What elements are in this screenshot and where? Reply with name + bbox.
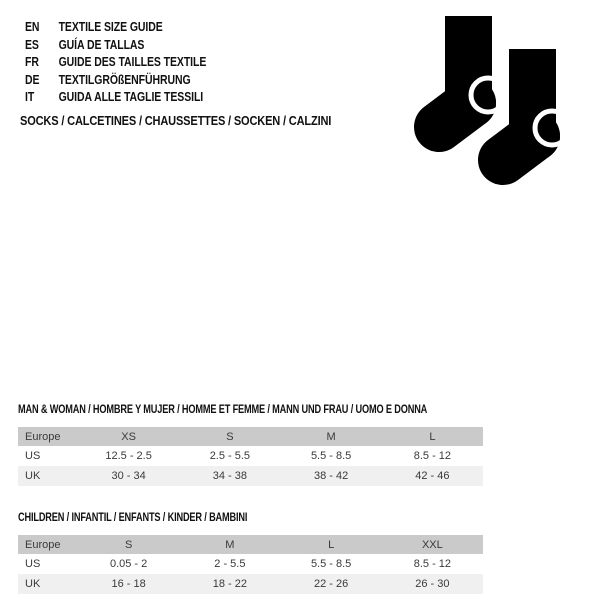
size-value-cell: 8.5 - 12: [413, 450, 452, 462]
column-header-size: L: [328, 538, 335, 551]
size-value-cell: 2.5 - 5.5: [209, 450, 251, 462]
product-categories-title: SOCKS / CALCETINES / CHAUSSETTES / SOCKEN / CALZINI: [20, 113, 332, 128]
size-value-cell: 12.5 - 2.5: [105, 450, 152, 462]
size-value-cell: 5.5 - 8.5: [310, 558, 352, 570]
row-label: US: [25, 450, 41, 462]
table-row-uk: [18, 466, 483, 486]
size-value-cell: 16 - 18: [111, 578, 146, 590]
size-table-children: [18, 512, 483, 594]
row-label: US: [25, 558, 41, 570]
table-header-row: [18, 535, 483, 554]
language-row-es: [25, 37, 206, 55]
language-row-en: [25, 19, 206, 37]
size-value-cell: 8.5 - 12: [413, 558, 452, 570]
size-value-cell: 5.5 - 8.5: [310, 450, 352, 462]
language-code: IT: [25, 90, 35, 104]
column-header-europe: Europe: [25, 430, 61, 443]
column-header-size: XXL: [421, 538, 443, 551]
size-value-cell: 30 - 34: [111, 470, 146, 482]
column-header-size: S: [226, 430, 234, 443]
language-row-de: [25, 72, 206, 90]
language-code: ES: [25, 37, 39, 52]
column-header-size: S: [124, 538, 133, 551]
size-value-cell: 42 - 46: [415, 470, 450, 482]
column-header-size: XS: [121, 430, 136, 443]
table-title: MAN & WOMAN / HOMBRE Y MUJER / HOMME ET FEMME / MANN UND FRAU / UOMO E DONNA: [18, 404, 428, 416]
language-label: GUIDA ALLE TAGLIE TESSILI: [58, 90, 204, 104]
size-table: [18, 535, 483, 594]
language-row-it: [25, 89, 206, 107]
size-value-cell: 34 - 38: [212, 470, 247, 482]
table-title: CHILDREN / INFANTIL / ENFANTS / KINDER / BAMBINI: [18, 512, 248, 524]
size-value-cell: 22 - 26: [314, 578, 349, 590]
size-value-cell: 2 - 5.5: [214, 558, 246, 570]
language-label: GUÍA DE TALLAS: [58, 37, 145, 52]
table-header-row: [18, 427, 483, 446]
language-code: DE: [25, 72, 40, 87]
language-label: TEXTILGRÖßENFÜHRUNG: [58, 72, 191, 87]
size-value-cell: 26 - 30: [415, 578, 450, 590]
size-value-cell: 0.05 - 2: [109, 558, 148, 570]
column-header-size: L: [429, 430, 436, 443]
socks-icon: [405, 10, 580, 195]
language-list: [25, 19, 206, 107]
size-value-cell: 38 - 42: [314, 470, 349, 482]
language-label: TEXTILE SIZE GUIDE: [58, 20, 163, 34]
size-value-cell: 18 - 22: [212, 578, 247, 590]
column-header-europe: Europe: [25, 538, 61, 551]
size-table-man-woman: [18, 404, 483, 486]
table-row-uk: [18, 574, 483, 594]
table-row-us: [18, 554, 483, 574]
column-header-size: M: [225, 538, 235, 551]
language-row-fr: [25, 54, 206, 72]
size-table: [18, 427, 483, 486]
language-label: GUIDE DES TAILLES TEXTILE: [58, 55, 207, 69]
language-code: EN: [25, 20, 40, 34]
row-label: UK: [25, 578, 41, 590]
column-header-size: M: [326, 430, 336, 443]
language-code: FR: [25, 55, 39, 69]
table-row-us: [18, 446, 483, 466]
socks-icon-svg: [405, 10, 580, 195]
size-tables: [18, 404, 483, 594]
row-label: UK: [25, 470, 41, 482]
